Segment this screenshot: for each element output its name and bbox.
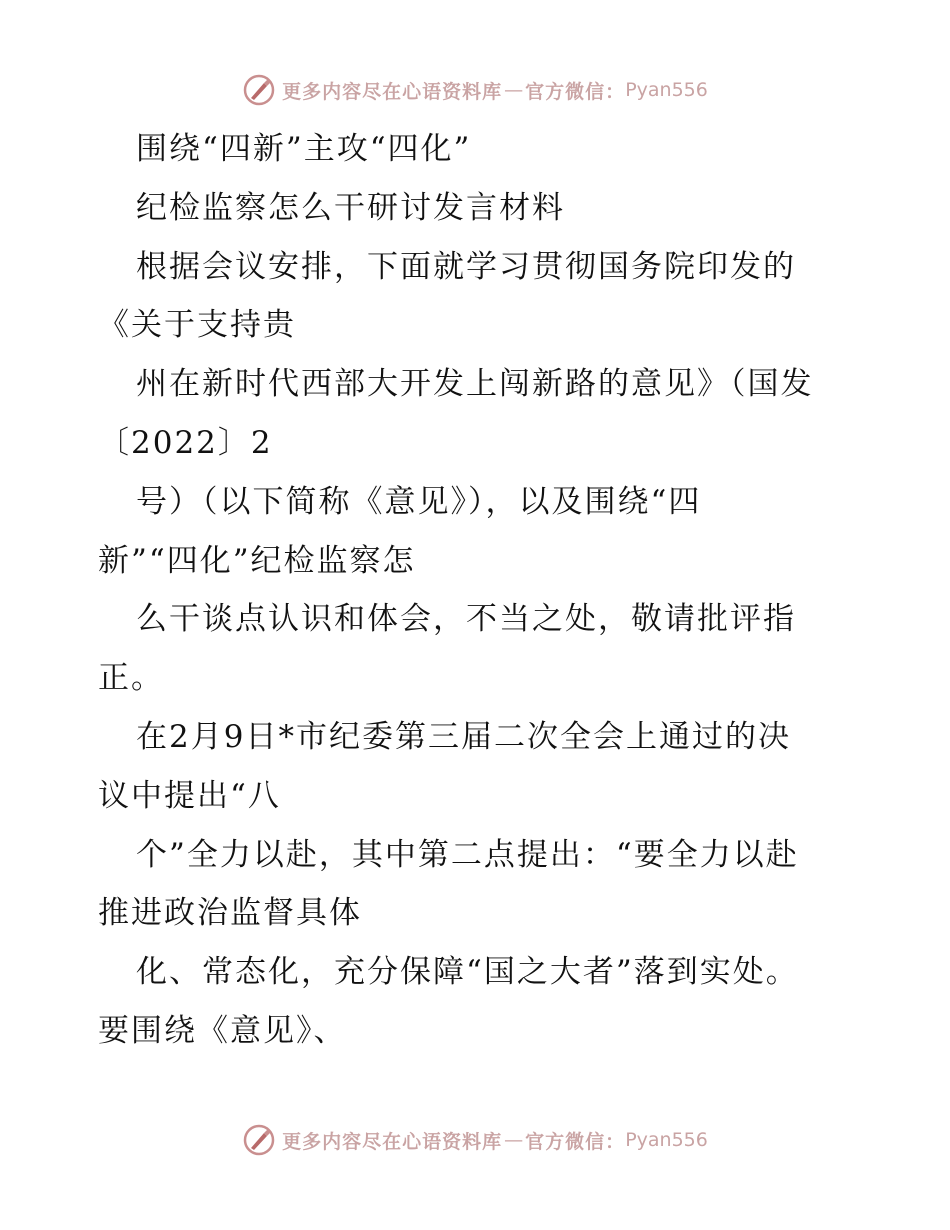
document-body bbox=[98, 120, 868, 1061]
pen-logo-icon bbox=[242, 1123, 276, 1157]
doc-line: 正。 bbox=[98, 660, 164, 697]
watermark-contact-label: 官方微信： bbox=[525, 80, 626, 103]
footer-watermark bbox=[0, 1120, 950, 1160]
watermark-separator: — bbox=[504, 79, 524, 101]
doc-line: 议中提出“八 bbox=[98, 777, 281, 814]
pen-logo-icon bbox=[242, 73, 276, 107]
doc-line: 推进政治监督具体 bbox=[98, 895, 362, 932]
doc-line: 州在新时代西部大开发上闯新路的意见》（国发 bbox=[136, 366, 814, 403]
watermark-contact-label: 官方微信： bbox=[525, 1130, 626, 1153]
watermark-contact-value: Pyan556 bbox=[625, 1129, 708, 1151]
doc-line: 个”全力以赴，其中第二点提出：“要全力以赴 bbox=[136, 836, 799, 873]
doc-line: 号）（以下简称《意见》），以及围绕“四 bbox=[136, 483, 702, 520]
header-watermark bbox=[0, 70, 950, 110]
doc-line: 在2月9日*市纪委第三届二次全会上通过的决 bbox=[136, 718, 791, 755]
doc-line: 么干谈点认识和体会，不当之处，敬请批评指 bbox=[136, 601, 796, 638]
doc-line: 〔2022〕2 bbox=[98, 424, 273, 461]
doc-line: 《关于支持贵 bbox=[98, 307, 296, 344]
doc-line: 新”“四化”纪检监察怎 bbox=[98, 542, 416, 579]
watermark-site-text: 更多内容尽在心语资料库 bbox=[282, 80, 503, 103]
watermark-contact-value: Pyan556 bbox=[625, 79, 708, 101]
doc-line: 要围绕《意见》、 bbox=[98, 1012, 347, 1049]
watermark-separator: — bbox=[504, 1129, 524, 1151]
doc-line: 围绕“四新”主攻“四化” bbox=[136, 131, 472, 167]
doc-line: 化、常态化，充分保障“国之大者”落到实处。 bbox=[136, 954, 799, 991]
doc-line: 纪检监察怎么干研讨发言材料 bbox=[136, 189, 565, 226]
watermark-site-text: 更多内容尽在心语资料库 bbox=[282, 1130, 503, 1153]
doc-line: 根据会议安排，下面就学习贯彻国务院印发的 bbox=[136, 248, 796, 285]
